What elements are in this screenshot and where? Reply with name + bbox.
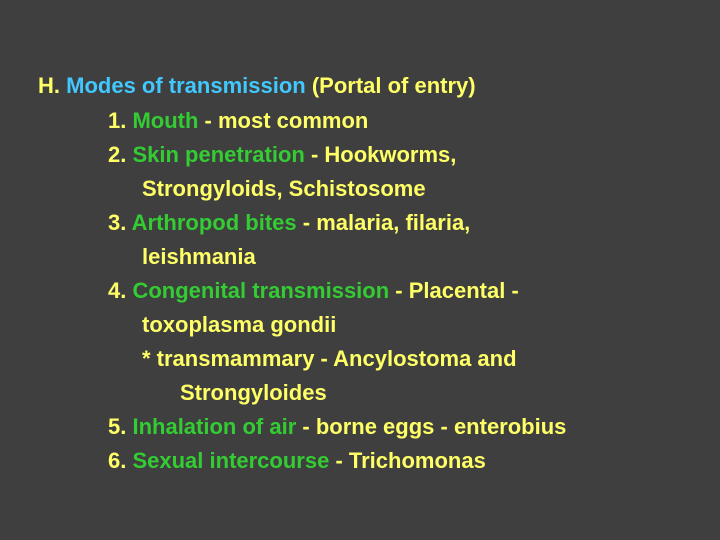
item-number: 1.	[108, 108, 133, 133]
item-highlight: Sexual intercourse	[132, 448, 330, 473]
item-text: - Placental -	[389, 278, 519, 303]
item-number: 6.	[108, 448, 133, 473]
item-text: - malaria, filaria,	[296, 210, 471, 235]
item-highlight: Skin penetration	[132, 142, 305, 167]
item-text: - Hookworms,	[304, 142, 457, 167]
list-item-continuation	[180, 381, 327, 405]
list-item-continuation	[142, 313, 336, 337]
item-highlight: Inhalation of air	[132, 414, 297, 439]
item-number: 3.	[108, 210, 132, 235]
item-continuation-text: Strongyloides	[180, 380, 327, 405]
heading-prefix: H.	[38, 73, 67, 98]
item-continuation-text: * transmammary - Ancylostoma and	[142, 346, 517, 371]
list-item-continuation	[142, 245, 256, 269]
heading-suffix: (Portal of entry)	[305, 73, 476, 98]
list-item-mouth	[108, 109, 368, 133]
list-item-arthropod-bites	[108, 211, 470, 235]
list-item-sub-note	[142, 347, 517, 371]
item-text: - most common	[198, 108, 369, 133]
item-highlight: Arthropod bites	[131, 210, 297, 235]
item-continuation-text: leishmania	[142, 244, 256, 269]
item-continuation-text: toxoplasma gondii	[142, 312, 337, 337]
item-highlight: Mouth	[132, 108, 199, 133]
list-item-congenital-transmission	[108, 279, 519, 303]
item-text: - borne eggs - enterobius	[296, 414, 567, 439]
item-continuation-text: Strongyloids, Schistosome	[142, 176, 426, 201]
list-item-inhalation	[108, 415, 566, 439]
item-number: 2.	[108, 142, 133, 167]
list-item-skin-penetration	[108, 143, 456, 167]
heading	[38, 74, 476, 98]
item-highlight: Congenital transmission	[132, 278, 390, 303]
list-item-sexual-intercourse	[108, 449, 486, 473]
item-number: 4.	[108, 278, 133, 303]
heading-highlight: Modes of transmission	[66, 73, 306, 98]
item-text: - Trichomonas	[329, 448, 486, 473]
list-item-continuation	[142, 177, 426, 201]
item-number: 5.	[108, 414, 133, 439]
